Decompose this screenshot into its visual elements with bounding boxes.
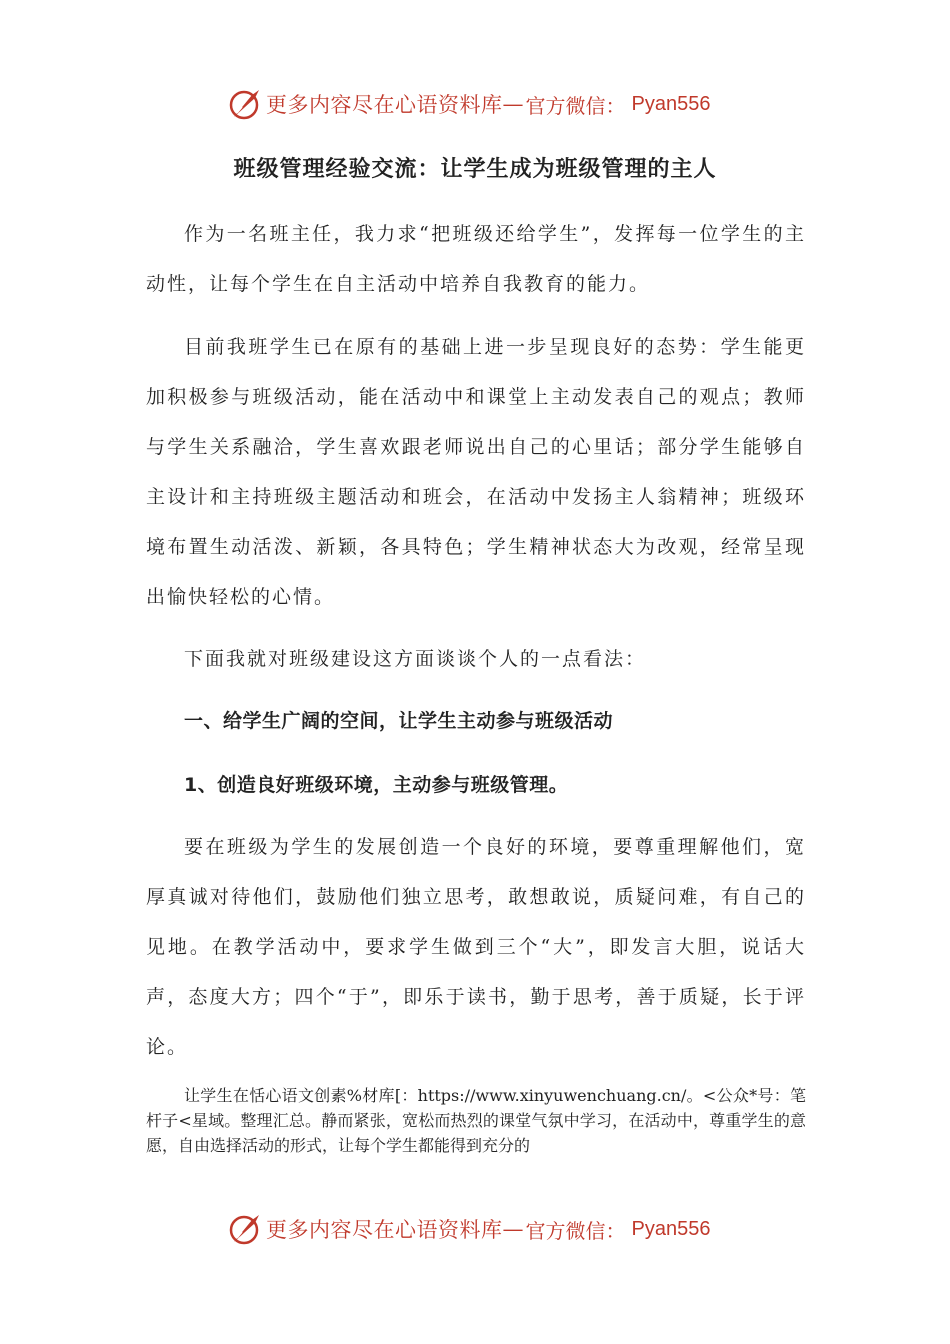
paragraph-intro: 作为一名班主任，我力求“把班级还给学生”，发挥每一位学生的主动性，让每个学生在自主活动中培养自我教育的能力。: [146, 223, 806, 295]
footer-banner: [228, 1211, 710, 1247]
document-title: 班级管理经验交流：让学生成为班级管理的主人: [233, 157, 717, 182]
intro-block: [146, 209, 806, 309]
section-heading-block: [146, 706, 806, 736]
banner-main-text: 更多内容尽在心语资料库: [266, 93, 503, 117]
banner-wechat-id: Pyan556: [631, 92, 711, 115]
lead-block: [146, 634, 806, 684]
banner-main-text: 更多内容尽在心语资料库: [266, 1218, 503, 1242]
subsection-heading-block: [146, 770, 806, 800]
banner-separator: —: [502, 1217, 524, 1241]
banner-wechat-label: 官方微信：: [525, 93, 626, 118]
paragraph-environment: 要在班级为学生的发展创造一个良好的环境，要尊重理解他们，宽厚真诚对待他们，鼓励他们独立思考，敢想敢说，质疑问难，有自己的见地。在教学活动中，要求学生做到三个“大”，即发言大胆，说话大声，态度大方；四个“于”，即乐于读书，勤于思考，善于质疑，长于评论。: [146, 836, 806, 1058]
quill-logo-icon: [228, 87, 262, 121]
status-block: [146, 322, 806, 622]
subsection-heading-1: 1、创造良好班级环境，主动参与班级管理。: [184, 774, 569, 796]
paragraph-atmosphere: 让学生在恬心语文创素%材库[：https://www.xinyuwenchuang.cn/。<公众*号：笔杆子<星域。整理汇总。静而紧张，宽松而热烈的课堂气氛中学习，在活动中，尊重学生的意愿，自由选择活动的形式，让每个学生都能得到充分的: [146, 1086, 806, 1155]
environment-block: [146, 822, 806, 1072]
banner-wechat-label: 官方微信：: [525, 1218, 626, 1243]
atmosphere-block: [146, 1083, 806, 1158]
header-banner: [228, 86, 710, 122]
banner-separator: —: [502, 92, 524, 116]
paragraph-status: 目前我班学生已在原有的基础上进一步呈现良好的态势：学生能更加积极参与班级活动，能在活动中和课堂上主动发表自己的观点；教师与学生关系融洽，学生喜欢跟老师说出自己的心里话；部分学生能够自主设计和主持班级主题活动和班会，在活动中发扬主人翁精神；班级环境布置生动活泼、新颖，各具特色；学生精神状态大为改观，经常呈现出愉快轻松的心情。: [146, 336, 806, 608]
quill-logo-icon: [228, 1212, 262, 1246]
section-heading-1: 一、给学生广阔的空间，让学生主动参与班级活动: [184, 710, 614, 732]
banner-wechat-id: Pyan556: [631, 1217, 711, 1240]
paragraph-lead: 下面我就对班级建设这方面谈谈个人的一点看法：: [184, 648, 647, 670]
